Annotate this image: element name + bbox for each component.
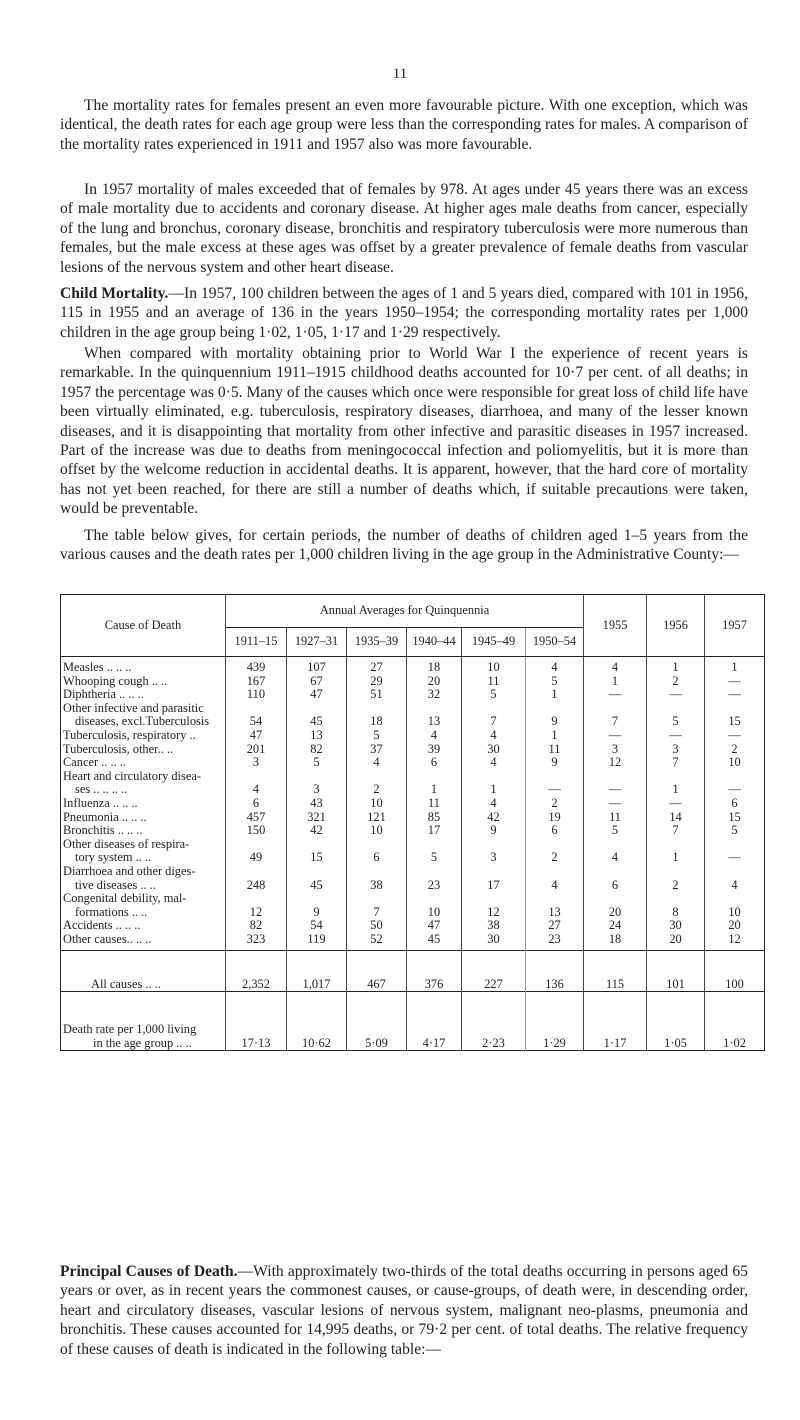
- table-cell: 10: [462, 661, 526, 675]
- table-cell: —: [584, 729, 647, 743]
- table-cell: 6: [347, 838, 407, 865]
- cause-label: [61, 675, 226, 689]
- table-cell: 1: [407, 770, 462, 797]
- cause-label: [61, 770, 226, 797]
- table-cell: 6: [584, 865, 647, 892]
- table-cell: 15: [705, 811, 765, 825]
- header-period: 1911–15: [226, 628, 287, 657]
- child-mortality-text: —In 1957, 100 children between the ages of 1 and 5 years died, compared with 101 in 1956, 115 in 1955 and an average of 136 in the years 1950–1954; the corresponding mortality rates per 1,000 children in the age group being 1·02, 1·05, 1·17 and 1·29 respectively.: [60, 285, 748, 341]
- table-cell: 4: [226, 770, 287, 797]
- table-cell: 10: [407, 892, 462, 919]
- table-row: [61, 919, 765, 933]
- table-row: [61, 743, 765, 757]
- child-deaths-table: [60, 594, 765, 1051]
- table-cell: 30: [462, 743, 526, 757]
- table-cell: 39: [407, 743, 462, 757]
- table-cell: 467: [347, 951, 407, 992]
- table-cell: 10: [347, 824, 407, 838]
- table-cell: 2: [526, 797, 584, 811]
- label-line: Measles .. .. ..: [63, 660, 132, 674]
- header-period: 1945–49: [462, 628, 526, 657]
- table-cell: 12: [584, 756, 647, 770]
- label-line: Other causes.. .. ..: [63, 931, 152, 946]
- table-cell: 101: [647, 951, 705, 992]
- table-cell: 6: [407, 756, 462, 770]
- table-cell: 323: [226, 933, 287, 947]
- table-cell: 20: [407, 675, 462, 689]
- label-line: Diphtheria .. .. ..: [63, 687, 144, 702]
- table-cell: 49: [226, 838, 287, 865]
- cause-label: [61, 743, 226, 757]
- table-cell: 18: [347, 702, 407, 729]
- table-cell: 5·09: [347, 992, 407, 1051]
- table-cell: 5: [705, 824, 765, 838]
- paragraph-male-excess: In 1957 mortality of males exceeded that of females by 978. At ages under 45 years there was an excess of male mortality due to accidents and coronary disease. At higher ages male deaths from cancer, especially of the lung and bronchus, coronary disease, bronchitis and respiratory tuberculosis were more numerous than females, but the male excess at these ages was offset by a greater prevalence of female deaths from vascular lesions of the nervous system and other heart disease.: [60, 181, 748, 276]
- label-line: Pneumonia .. .. ..: [63, 809, 147, 824]
- table-cell: 12: [462, 892, 526, 919]
- cause-label: [61, 702, 226, 729]
- cause-label: [61, 838, 226, 865]
- table-cell: 17·13: [226, 992, 287, 1051]
- table-cell: 20: [584, 892, 647, 919]
- header-period: 1940–44: [407, 628, 462, 657]
- table-cell: 2: [347, 770, 407, 797]
- table-cell: 4: [462, 729, 526, 743]
- table-cell: —: [705, 675, 765, 689]
- total-label: All causes .. ..: [61, 951, 226, 992]
- cause-label: [61, 797, 226, 811]
- table-cell: 201: [226, 743, 287, 757]
- table-cell: 12: [226, 892, 287, 919]
- table-row: [61, 797, 765, 811]
- table-cell: 82: [287, 743, 347, 757]
- table-cell: 45: [287, 702, 347, 729]
- table-cell: 121: [347, 811, 407, 825]
- table-cell: 4: [526, 661, 584, 675]
- label-line: Heart and circulatory disea-: [63, 768, 201, 783]
- table-cell: 1·29: [526, 992, 584, 1051]
- table-cell: 11: [584, 811, 647, 825]
- table-cell: 3: [226, 756, 287, 770]
- paragraph-principal-causes: [60, 1262, 748, 1359]
- table-cell: 17: [462, 865, 526, 892]
- table-row-death-rate: [61, 992, 765, 1051]
- label-line: Tuberculosis, respiratory ..: [63, 727, 196, 742]
- cause-label: [61, 729, 226, 743]
- table-cell: 11: [462, 675, 526, 689]
- principal-causes-heading: Principal Causes of Death.: [60, 1263, 238, 1280]
- table-cell: 1: [526, 729, 584, 743]
- table-cell: 23: [526, 933, 584, 947]
- table-cell: 47: [226, 729, 287, 743]
- table-row: [61, 933, 765, 947]
- table-row-total: [61, 951, 765, 992]
- table-cell: 227: [462, 951, 526, 992]
- table-cell: 2: [526, 838, 584, 865]
- table-cell: 321: [287, 811, 347, 825]
- paragraph-female-mortality: The mortality rates for females present an even more favourable picture. With one exception, which was identical, the death rates for each age group were less than the corresponding rates for males. A comparison of the mortality rates experienced in 1911 and 1957 also was more favourable.: [60, 97, 748, 153]
- label-line: Whooping cough .. ..: [63, 673, 168, 688]
- label-line: Bronchitis .. .. ..: [63, 823, 143, 838]
- table-cell: 2,352: [226, 951, 287, 992]
- label-line: ses .. .. .. ..: [75, 782, 128, 797]
- cause-label: [61, 756, 226, 770]
- child-mortality-heading: Child Mortality.: [60, 285, 169, 302]
- table-cell: 20: [705, 919, 765, 933]
- table-cell: —: [647, 729, 705, 743]
- table-cell: 50: [347, 919, 407, 933]
- table-cell: 3: [584, 743, 647, 757]
- table-cell: 37: [347, 743, 407, 757]
- table-cell: 82: [226, 919, 287, 933]
- table-cell: 10: [705, 892, 765, 919]
- table-cell: 136: [526, 951, 584, 992]
- table-cell: 115: [584, 951, 647, 992]
- table-cell: —: [705, 838, 765, 865]
- cause-label: [61, 892, 226, 919]
- table-cell: 14: [647, 811, 705, 825]
- table-cell: —: [584, 688, 647, 702]
- table-cell: 1: [647, 661, 705, 675]
- table-cell: 24: [584, 919, 647, 933]
- table-cell: —: [705, 770, 765, 797]
- table-cell: 67: [287, 675, 347, 689]
- header-period: 1927–31: [287, 628, 347, 657]
- table-cell: 4: [407, 729, 462, 743]
- table-cell: —: [526, 770, 584, 797]
- table-cell: 9: [462, 824, 526, 838]
- table-cell: 3: [462, 838, 526, 865]
- table-cell: 4: [347, 756, 407, 770]
- label-line: diseases, excl.Tuberculosis: [75, 714, 210, 729]
- table-cell: 1·05: [647, 992, 705, 1051]
- table-cell: 150: [226, 824, 287, 838]
- header-year: 1955: [584, 595, 647, 657]
- cause-label: [61, 824, 226, 838]
- table-cell: 100: [705, 951, 765, 992]
- table-cell: 27: [347, 661, 407, 675]
- label-line: Other diseases of respira-: [63, 836, 190, 851]
- table-row: [61, 688, 765, 702]
- table-cell: 5: [526, 675, 584, 689]
- table-cell: 6: [226, 797, 287, 811]
- label-line: Tuberculosis, other.. ..: [63, 741, 174, 756]
- table-cell: 45: [407, 933, 462, 947]
- table-cell: 4: [705, 865, 765, 892]
- table-cell: 376: [407, 951, 462, 992]
- table-row: [61, 865, 765, 892]
- table-cell: 10: [347, 797, 407, 811]
- cause-label: [61, 933, 226, 947]
- principal-causes-text: —With approximately two-thirds of the total deaths occurring in persons aged 65 years or over, as in recent years the commonest causes, or cause-groups, of death were, in descending order, heart and circulatory diseases, vascular lesions of nervous system, malignant neo-plasms, pneumonia and bronchitis. These causes accounted for 14,995 deaths, or 79·2 per cent. of total deaths. The relative frequency of these causes of death is indicated in the following table:—: [60, 1263, 748, 1358]
- table-cell: 6: [705, 797, 765, 811]
- label-line: formations .. ..: [75, 904, 148, 919]
- table-cell: 13: [287, 729, 347, 743]
- table-cell: 9: [526, 702, 584, 729]
- table-cell: 54: [226, 702, 287, 729]
- table-cell: 5: [347, 729, 407, 743]
- table-cell: 4: [584, 661, 647, 675]
- table-cell: 30: [462, 933, 526, 947]
- death-rate-label: [61, 992, 226, 1051]
- table-cell: —: [705, 688, 765, 702]
- header-period: 1950–54: [526, 628, 584, 657]
- table-cell: 42: [287, 824, 347, 838]
- header-period: 1935–39: [347, 628, 407, 657]
- table-cell: 32: [407, 688, 462, 702]
- table-cell: 47: [407, 919, 462, 933]
- table-row: [61, 770, 765, 797]
- table-row: [61, 824, 765, 838]
- table-cell: 19: [526, 811, 584, 825]
- table-cell: 11: [526, 743, 584, 757]
- label-line: Accidents .. .. ..: [63, 918, 141, 933]
- table-cell: 107: [287, 661, 347, 675]
- table-cell: 5: [462, 688, 526, 702]
- table-cell: 13: [526, 892, 584, 919]
- table-row: [61, 661, 765, 675]
- table-row: [61, 729, 765, 743]
- table-cell: 10: [705, 756, 765, 770]
- label-line: Cancer .. .. ..: [63, 755, 126, 770]
- table-cell: 457: [226, 811, 287, 825]
- table-cell: 1: [462, 770, 526, 797]
- table-cell: 7: [647, 756, 705, 770]
- table-cell: 167: [226, 675, 287, 689]
- table-cell: 18: [584, 933, 647, 947]
- table-cell: —: [584, 770, 647, 797]
- table-cell: 47: [287, 688, 347, 702]
- paragraph-table-intro: The table below gives, for certain periods, the number of deaths of children aged 1–5 years from the various causes and the death rates per 1,000 children living in the age group in the Administrative County:—: [60, 527, 748, 564]
- table-cell: 2: [647, 865, 705, 892]
- table-cell: 1,017: [287, 951, 347, 992]
- table-cell: 5: [407, 838, 462, 865]
- paragraph-world-war-comparison: When compared with mortality obtaining prior to World War I the experience of recent years is remarkable. In the quinquennium 1911–1915 childhood deaths accounted for 10·7 per cent. of all deaths; in 1957 the percentage was 0·5. Many of the causes which once were responsible for great loss of child life have been virtually eliminated, e.g. tuberculosis, respiratory diseases, diarrhoea, and many of the lesser known diseases, and it is disappointing that mortality from other infective and parasitic diseases in 1957 increased. Part of the increase was due to deaths from meningococcal infection and poliomyelitis, but it is more than offset by the welcome reduction in accidental deaths. It is apparent, however, that the hard core of mortality has not yet been reached, for there are still a number of deaths which, if suitable precautions were taken, would be preventable.: [60, 345, 748, 518]
- table-cell: 38: [347, 865, 407, 892]
- table-cell: 13: [407, 702, 462, 729]
- cause-label: [61, 661, 226, 675]
- table-cell: 10·62: [287, 992, 347, 1051]
- table-cell: 9: [287, 892, 347, 919]
- table-cell: 7: [584, 702, 647, 729]
- table-row: [61, 675, 765, 689]
- table-cell: 7: [462, 702, 526, 729]
- label-line: in the age group .. ..: [93, 1035, 192, 1050]
- label-line: tive diseases .. ..: [75, 877, 156, 892]
- table-cell: 45: [287, 865, 347, 892]
- table-cell: 5: [584, 824, 647, 838]
- table-cell: 1·02: [705, 992, 765, 1051]
- table-cell: 1: [584, 675, 647, 689]
- table-cell: —: [647, 688, 705, 702]
- table-cell: 1: [705, 661, 765, 675]
- table-row: [61, 892, 765, 919]
- table-cell: 2: [647, 675, 705, 689]
- table-cell: 1: [647, 838, 705, 865]
- label-line: tory system .. ..: [75, 850, 152, 865]
- table-cell: 18: [407, 661, 462, 675]
- table-cell: 119: [287, 933, 347, 947]
- page-number: 11: [392, 66, 408, 82]
- table-row: [61, 702, 765, 729]
- paragraph-child-mortality: [60, 284, 748, 342]
- label-line: Diarrhoea and other diges-: [63, 863, 196, 878]
- table-cell: 27: [526, 919, 584, 933]
- table-cell: 4: [526, 865, 584, 892]
- table-cell: —: [705, 729, 765, 743]
- table-cell: 15: [705, 702, 765, 729]
- table-cell: 7: [347, 892, 407, 919]
- table-row: [61, 838, 765, 865]
- header-quinquennia: Annual Averages for Quinquennia: [226, 595, 584, 628]
- header-cause: Cause of Death: [61, 595, 226, 657]
- table-cell: 17: [407, 824, 462, 838]
- cause-label: [61, 811, 226, 825]
- label-line: Influenza .. .. ..: [63, 795, 138, 810]
- table-cell: 8: [647, 892, 705, 919]
- table-cell: 30: [647, 919, 705, 933]
- table-cell: 6: [526, 824, 584, 838]
- table-cell: 3: [287, 770, 347, 797]
- table-cell: 248: [226, 865, 287, 892]
- table-cell: 1: [526, 688, 584, 702]
- table-cell: 110: [226, 688, 287, 702]
- table-cell: 4: [462, 797, 526, 811]
- cause-label: [61, 919, 226, 933]
- table-cell: 38: [462, 919, 526, 933]
- table-cell: 439: [226, 661, 287, 675]
- label-line: Congenital debility, mal-: [63, 891, 187, 906]
- table-cell: 1: [647, 770, 705, 797]
- table-cell: 85: [407, 811, 462, 825]
- table-cell: 51: [347, 688, 407, 702]
- table-cell: 7: [647, 824, 705, 838]
- table-cell: 43: [287, 797, 347, 811]
- table-cell: —: [647, 797, 705, 811]
- table-cell: 23: [407, 865, 462, 892]
- table-cell: 4: [584, 838, 647, 865]
- table-cell: 15: [287, 838, 347, 865]
- table-cell: 42: [462, 811, 526, 825]
- table-row: [61, 811, 765, 825]
- table-cell: 3: [647, 743, 705, 757]
- label-line: Other infective and parasitic: [63, 700, 204, 715]
- table-cell: 5: [287, 756, 347, 770]
- header-year: 1956: [647, 595, 705, 657]
- table-cell: 29: [347, 675, 407, 689]
- cause-label: [61, 865, 226, 892]
- table-cell: 4: [462, 756, 526, 770]
- table-cell: 52: [347, 933, 407, 947]
- table-cell: 20: [647, 933, 705, 947]
- table-cell: 11: [407, 797, 462, 811]
- table-cell: 4·17: [407, 992, 462, 1051]
- table-cell: 5: [647, 702, 705, 729]
- table-cell: —: [584, 797, 647, 811]
- table-row: [61, 756, 765, 770]
- table-cell: 54: [287, 919, 347, 933]
- table-cell: 2·23: [462, 992, 526, 1051]
- table-cell: 1·17: [584, 992, 647, 1051]
- table-cell: 9: [526, 756, 584, 770]
- table-cell: 12: [705, 933, 765, 947]
- cause-label: [61, 688, 226, 702]
- label-line: Death rate per 1,000 living: [63, 1022, 197, 1037]
- table-body: [61, 657, 765, 951]
- header-year: 1957: [705, 595, 765, 657]
- table-cell: 2: [705, 743, 765, 757]
